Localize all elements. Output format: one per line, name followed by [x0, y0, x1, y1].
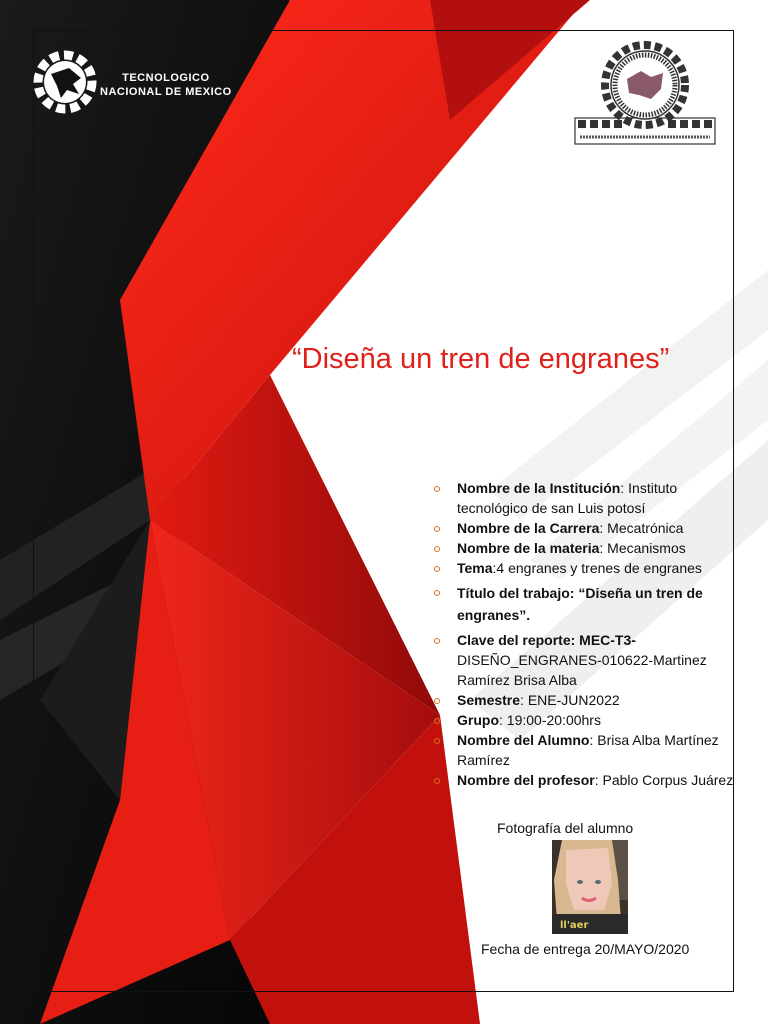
list-item-institucion — [432, 478, 737, 518]
student-photo — [552, 840, 628, 934]
circle-bullet-icon — [434, 546, 440, 552]
clave-value: DISEÑO_ENGRANES-010622-Martinez Ramírez Brisa Alba — [457, 652, 707, 688]
circle-bullet-icon — [434, 698, 440, 704]
carrera-value: : Mecatrónica — [599, 520, 684, 536]
circle-bullet-icon — [434, 638, 440, 644]
carrera-label: Nombre de la Carrera — [457, 520, 600, 536]
alumno-value: : Brisa Alba Martínez Ramírez — [457, 732, 719, 768]
list-item-carrera — [432, 518, 737, 538]
list-item-grupo — [432, 710, 737, 730]
circle-bullet-icon — [434, 590, 440, 596]
profesor-label: Nombre del profesor — [457, 772, 595, 788]
titulo-label: Título del trabajo: — [457, 585, 579, 601]
institucion-label: Nombre de la Institución — [457, 480, 621, 496]
circle-bullet-icon — [434, 738, 440, 744]
circle-bullet-icon — [434, 718, 440, 724]
list-item-titulo — [432, 582, 737, 626]
photo-caption: Fotografía del alumno — [497, 820, 634, 836]
page-title: “Diseña un tren de engranes” — [292, 343, 670, 375]
tecnm-line2: NACIONAL DE MEXICO — [100, 86, 232, 98]
svg-text:ll'aer: ll'aer — [560, 920, 589, 931]
tecnm-line1: TECNOLOGICO — [122, 72, 210, 84]
tema-value: :4 engranes y trenes de engranes — [492, 560, 702, 576]
semestre-value: : ENE-JUN2022 — [520, 692, 620, 708]
titulo-value: “Diseña un tren de engranes”. — [457, 585, 703, 623]
clave-label: Clave del reporte: MEC-T3- — [457, 632, 636, 648]
list-item-profesor — [432, 770, 737, 790]
semestre-label: Semestre — [457, 692, 521, 708]
alumno-label: Nombre del Alumno — [457, 732, 590, 748]
materia-value: : Mecanismos — [599, 540, 686, 556]
grupo-label: Grupo — [457, 712, 499, 728]
circle-bullet-icon — [434, 486, 440, 492]
list-item-clave — [432, 630, 737, 690]
list-item-tema — [432, 558, 737, 578]
institucion-value: : Instituto tecnológico de san Luis potosí — [457, 480, 678, 516]
circle-bullet-icon — [434, 778, 440, 784]
tema-label: Tema — [457, 560, 493, 576]
profesor-value: : Pablo Corpus Juárez — [594, 772, 734, 788]
circle-bullet-icon — [434, 526, 440, 532]
list-item-alumno — [432, 730, 737, 770]
materia-label: Nombre de la materia — [457, 540, 600, 556]
itslp-gear-seal-icon — [572, 40, 718, 152]
list-item-materia — [432, 538, 737, 558]
tecnm-wordmark — [100, 71, 232, 99]
report-info-list — [432, 478, 737, 790]
list-item-semestre — [432, 690, 737, 710]
delivery-date: Fecha de entrega 20/MAYO/2020 — [481, 941, 690, 957]
circle-bullet-icon — [434, 566, 440, 572]
grupo-value: : 19:00-20:00hrs — [499, 712, 601, 728]
